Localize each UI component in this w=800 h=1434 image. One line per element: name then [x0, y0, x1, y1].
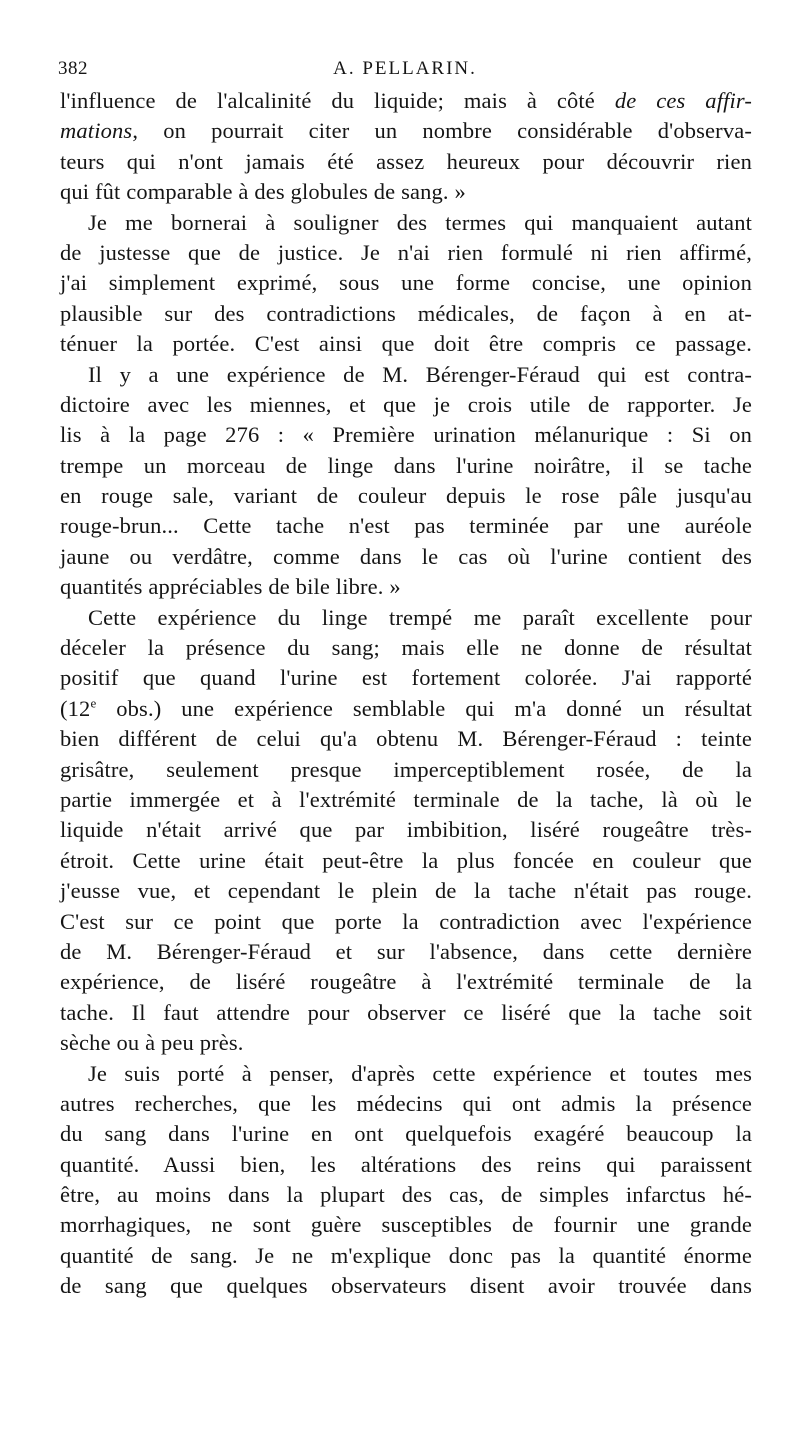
text-line: positif que quand l'urine est fortement colorée. J'ai rapporté — [60, 665, 752, 691]
text-line: lis à la page 276 : « Première urination mélanurique : Si on — [60, 422, 752, 448]
text-line: plausible sur des contradictions médicales, de façon à en at- — [60, 300, 752, 326]
text-line: Cette expérience du linge trempé me paraît excellente pour — [88, 604, 752, 630]
text-line: tache. Il faut attendre pour observer ce liséré que la tache soit — [60, 999, 752, 1025]
text-line: partie immergée et à l'extrémité terminale de la tache, là où le — [60, 786, 752, 812]
page-number: 382 — [58, 58, 88, 79]
page-header — [58, 58, 752, 88]
text-line: quantité de sang. Je ne m'explique donc pas la quantité énorme — [60, 1242, 752, 1268]
text-line: déceler la présence du sang; mais elle ne donne de résultat — [60, 635, 752, 661]
text-line: liquide n'était arrivé que par imbibition, liséré rougeâtre très- — [60, 817, 752, 843]
text-line: du sang dans l'urine en ont quelquefois exagéré beaucoup la — [60, 1121, 752, 1147]
text-line: qui fût comparable à des globules de sang. » — [60, 179, 466, 205]
text-line: Je me bornerai à souligner des termes qui manquaient autant — [88, 209, 752, 235]
text-line — [60, 86, 752, 116]
text-run: , on pourrait citer un nombre considérable d'observa- — [132, 118, 752, 144]
text-line: Je suis porté à penser, d'après cette expérience et toutes mes — [88, 1060, 752, 1086]
text-line: de justesse que de justice. Je n'ai rien formulé ni rien affirmé, — [60, 239, 752, 265]
text-line — [60, 116, 752, 146]
text-line: jaune ou verdâtre, comme dans le cas où l'urine contient des — [60, 543, 752, 569]
text-line: j'eusse vue, et cependant le plein de la tache n'était pas rouge. — [60, 878, 752, 904]
text-line: expérience, de liséré rougeâtre à l'extrémité terminale de la — [60, 969, 752, 995]
text-line: j'ai simplement exprimé, sous une forme concise, une opinion — [60, 270, 752, 296]
text-line: étroit. Cette urine était peut-être la plus foncée en couleur que — [60, 847, 752, 873]
text-run: l'influence de l'alcalinité du liquide; mais à côté — [60, 88, 615, 113]
text-line: bien différent de celui qu'a obtenu M. Bérenger-Féraud : teinte — [60, 726, 752, 752]
text-run: obs.) une expérience semblable qui m'a donné un résultat — [96, 695, 752, 721]
text-line: rouge-brun... Cette tache n'est pas terminée par une auréole — [60, 513, 752, 539]
body-text — [60, 86, 752, 1302]
text-line — [60, 694, 752, 724]
text-line: dictoire avec les miennes, et que je crois utile de rapporter. Je — [60, 391, 752, 417]
running-head: A. PELLARIN. — [333, 58, 477, 79]
text-line: C'est sur ce point que porte la contradiction avec l'expérience — [60, 908, 752, 934]
text-line: quantité. Aussi bien, les altérations des reins qui paraissent — [60, 1151, 752, 1177]
text-line: ténuer la portée. C'est ainsi que doit être compris ce passage. — [60, 331, 752, 357]
italic-run: de ces affir- — [614, 88, 752, 113]
text-line: teurs qui n'ont jamais été assez heureux pour découvrir rien — [60, 148, 752, 174]
text-line: en rouge sale, variant de couleur depuis le rose pâle jusqu'au — [60, 483, 752, 509]
text-line: de sang que quelques observateurs disent avoir trouvée dans — [60, 1273, 752, 1299]
text-run: (12 — [60, 695, 91, 721]
text-line: Il y a une expérience de M. Bérenger-Féraud qui est contra- — [88, 361, 752, 387]
text-line: de M. Bérenger-Féraud et sur l'absence, dans cette dernière — [60, 938, 752, 964]
italic-run: mations — [60, 118, 133, 144]
text-line: sèche ou à peu près. — [60, 1030, 244, 1056]
text-line: quantités appréciables de bile libre. » — [60, 574, 401, 600]
text-line: autres recherches, que les médecins qui ont admis la présence — [60, 1090, 752, 1116]
text-line: être, au moins dans la plupart des cas, de simples infarctus hé- — [60, 1182, 752, 1208]
text-line: morrhagiques, ne sont guère susceptibles de fournir une grande — [60, 1212, 752, 1238]
text-line: grisâtre, seulement presque imperceptiblement rosée, de la — [60, 756, 752, 782]
superscript: e — [90, 695, 97, 711]
text-line: trempe un morceau de linge dans l'urine noirâtre, il se tache — [60, 452, 752, 478]
